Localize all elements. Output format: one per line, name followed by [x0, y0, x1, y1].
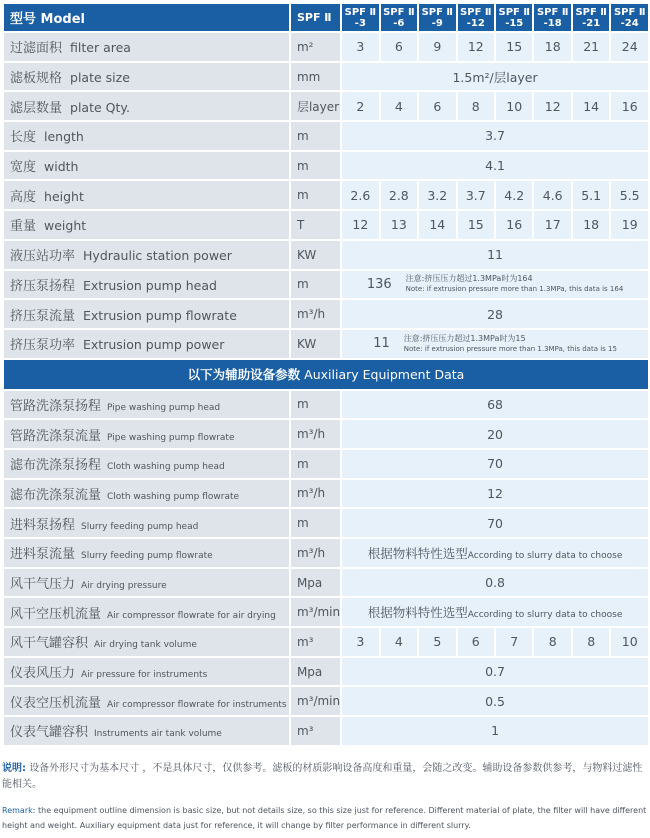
row-span-value: 0.8 [342, 569, 648, 597]
row-span-value [342, 271, 648, 299]
row-span-value [342, 330, 648, 358]
row-span-value: 70 [342, 450, 648, 478]
row-unit: m [291, 152, 340, 180]
row-label-cn: 仪表空压机流量 [10, 695, 102, 711]
header-model-size: -6 [393, 17, 405, 29]
row-unit: m³/h [291, 539, 340, 567]
row-span-value: 28 [342, 300, 648, 328]
table-row [4, 687, 648, 715]
row-value: 4 [381, 628, 417, 656]
row-value: 21 [573, 33, 609, 61]
table-row [4, 271, 648, 299]
header-model-cell [573, 4, 609, 31]
row-label [4, 241, 289, 269]
row-value: 15 [496, 33, 532, 61]
row-label-en: Extrusion pump head [83, 277, 217, 293]
table-row [4, 569, 648, 597]
row-span-value: 11 [342, 241, 648, 269]
row-label-en: Air drying pressure [81, 581, 167, 592]
row-label [4, 92, 289, 120]
row-unit: m³ [291, 717, 340, 745]
row-span-value: 0.7 [342, 658, 648, 686]
row-note [406, 274, 624, 294]
remark-cn-text: 设备外形尺寸为基本尺寸 ，不是具体尺寸，仅供参考。滤板的材质影响设备高度和重量，会随之改变。辅助设备参数供参考，与物料过滤性能相关。 [2, 763, 643, 790]
row-note-cn: 注意:挤压压力超过1.3MPa时为164 [405, 274, 533, 284]
row-span-value: 68 [342, 391, 648, 419]
row-label-cn: 仪表气罐容积 [10, 725, 89, 741]
row-label [4, 480, 289, 508]
header-unit-label: SPF Ⅱ [291, 4, 340, 31]
row-label [4, 300, 289, 328]
row-value: 5.5 [611, 181, 648, 209]
table-row [4, 300, 648, 328]
row-unit: Mpa [291, 658, 340, 686]
row-label-cn: 滤板规格 [10, 71, 63, 87]
row-value-number: 136 [366, 276, 392, 292]
row-value-en: According to slurry data to choose [467, 550, 623, 561]
row-value: 4.2 [496, 181, 532, 209]
row-label-en: plate size [70, 70, 130, 86]
row-label-en: Pipe washing pump flowrate [107, 432, 235, 443]
row-note-en: Note: if extrusion pressure more than 1.3MPa, this data is 164 [405, 285, 624, 294]
row-label [4, 628, 289, 656]
row-value: 13 [381, 211, 417, 239]
header-model-name: SPF Ⅱ [536, 6, 569, 18]
row-unit: m [291, 271, 340, 299]
row-unit: m³/min [291, 687, 340, 715]
row-label-cn: 风干气压力 [10, 577, 76, 593]
header-model-name: SPF Ⅱ [575, 6, 607, 18]
table-row [4, 717, 648, 745]
row-span-value: 3.7 [342, 122, 648, 150]
row-unit: KW [291, 330, 340, 358]
spec-table [2, 2, 650, 747]
row-value: 18 [573, 211, 609, 239]
row-label-en: Instruments air tank volume [94, 729, 222, 740]
remark-en-text: the equipment outline dimension is basic size, but not details size, so this size just for reference. Different material of plate, the filter will have different height and weight. Auxiliary equipment data just for reference, it will change by filter performance in different slurry. [2, 806, 647, 830]
row-label-cn: 滤布洗涤泵流量 [10, 487, 102, 503]
table-row [4, 598, 648, 626]
table-row [4, 92, 648, 120]
row-label-cn: 宽度 [10, 160, 37, 176]
row-value: 12 [534, 92, 570, 120]
row-value: 15 [458, 211, 494, 239]
row-unit: m² [291, 33, 340, 61]
row-value: 2 [342, 92, 378, 120]
section-title-cn: 以下为辅助设备参数 [187, 367, 301, 383]
row-label-cn: 滤布洗涤泵扬程 [10, 458, 102, 474]
row-value-cn: 根据物料特性选型 [367, 545, 468, 561]
row-value: 3 [342, 33, 378, 61]
row-label-cn: 挤压泵扬程 [10, 278, 76, 294]
header-model-cell [534, 4, 570, 31]
row-note-cn: 注意:挤压压力超过1.3MPa时为15 [403, 333, 526, 343]
row-label-en: weight [44, 218, 87, 234]
row-label-cn: 进料泵扬程 [10, 517, 76, 533]
row-value: 4 [381, 92, 417, 120]
row-label [4, 420, 289, 448]
row-value: 7 [496, 628, 532, 656]
table-row [4, 480, 648, 508]
section-row [4, 360, 648, 389]
row-label-cn: 过滤面积 [10, 41, 63, 57]
row-label [4, 450, 289, 478]
row-unit: m³/h [291, 420, 340, 448]
row-label [4, 687, 289, 715]
section-title-en: Auxiliary Equipment Data [304, 367, 465, 383]
row-label-cn: 挤压泵功率 [10, 338, 76, 354]
row-value: 9 [419, 33, 455, 61]
row-note-en: Note: if extrusion pressure more than 1.3MPa, this data is 15 [403, 344, 617, 353]
header-model-cell [419, 4, 455, 31]
row-span-value [342, 539, 648, 567]
row-value: 4.6 [534, 181, 570, 209]
row-label [4, 63, 289, 91]
row-label-en: width [44, 159, 79, 175]
row-label-en: Air compressor flowrate for instruments [107, 699, 287, 710]
table-row [4, 539, 648, 567]
row-label-cn: 挤压泵流量 [10, 308, 76, 324]
table-row [4, 391, 648, 419]
row-unit: m [291, 122, 340, 150]
header-model-size: -12 [466, 17, 485, 29]
row-mixed-value [368, 605, 623, 620]
row-value: 5.1 [573, 181, 609, 209]
row-label-en: Pipe washing pump head [107, 402, 221, 413]
row-unit: m [291, 450, 340, 478]
row-mixed-value [368, 546, 623, 561]
header-model-label: 型号 Model [4, 4, 289, 31]
row-unit: m [291, 509, 340, 537]
row-value: 2.8 [381, 181, 417, 209]
table-row [4, 330, 648, 358]
row-value: 8 [458, 92, 494, 120]
row-label-en: Air pressure for instruments [81, 670, 208, 681]
row-label-en: Air compressor flowrate for air drying [107, 610, 276, 621]
row-span-value [342, 598, 648, 626]
row-value: 14 [573, 92, 609, 120]
row-span-value: 0.5 [342, 687, 648, 715]
row-value: 3 [342, 628, 378, 656]
remark-en-label: Remark: [2, 806, 36, 815]
table-row [4, 33, 648, 61]
header-model-name: SPF Ⅱ [383, 6, 415, 18]
row-label [4, 122, 289, 150]
row-label [4, 152, 289, 180]
row-label-cn: 重量 [10, 219, 37, 235]
header-model-size: -21 [582, 17, 601, 29]
row-value: 6 [419, 92, 455, 120]
row-value: 10 [611, 628, 648, 656]
row-value: 8 [534, 628, 570, 656]
row-value: 12 [342, 211, 378, 239]
table-row [4, 658, 648, 686]
table-row [4, 152, 648, 180]
row-value: 16 [496, 211, 532, 239]
header-model-name: SPF Ⅱ [613, 6, 646, 18]
row-label-cn: 进料泵流量 [10, 547, 76, 563]
row-value: 10 [496, 92, 532, 120]
row-unit: m³/h [291, 480, 340, 508]
row-label-cn: 长度 [10, 130, 37, 146]
section-title [4, 360, 648, 389]
row-label-en: Air drying tank volume [94, 640, 197, 651]
table-row [4, 241, 648, 269]
row-label-cn: 高度 [10, 189, 37, 205]
row-note [404, 334, 617, 354]
row-value: 5 [419, 628, 455, 656]
table-row [4, 63, 648, 91]
header-model-name: SPF Ⅱ [498, 6, 530, 18]
header-model-size: -15 [505, 17, 524, 29]
header-model-name: SPF Ⅱ [421, 6, 454, 18]
row-span-value: 12 [342, 480, 648, 508]
table-row [4, 181, 648, 209]
row-label-en: Slurry feeding pump head [81, 521, 199, 532]
row-label [4, 717, 289, 745]
row-label-en: Cloth washing pump flowrate [107, 491, 240, 502]
row-label-en: Hydraulic station power [83, 248, 232, 264]
row-value: 6 [381, 33, 417, 61]
row-value: 19 [611, 211, 648, 239]
row-label-en: plate Qty. [70, 99, 130, 115]
header-model-cell [611, 4, 648, 31]
row-span-value: 4.1 [342, 152, 648, 180]
row-value: 16 [611, 92, 648, 120]
row-unit: m³/min [291, 598, 340, 626]
row-value: 14 [419, 211, 455, 239]
row-label [4, 598, 289, 626]
row-label [4, 391, 289, 419]
row-value: 24 [611, 33, 648, 61]
row-unit: 层layer [291, 92, 340, 120]
header-model-cell [496, 4, 532, 31]
row-label [4, 330, 289, 358]
row-value: 6 [458, 628, 494, 656]
header-model-name: SPF Ⅱ [460, 6, 492, 18]
table-row [4, 509, 648, 537]
row-unit: m [291, 181, 340, 209]
row-value: 17 [534, 211, 570, 239]
row-label-en: Extrusion pump flowrate [83, 307, 237, 323]
row-unit: m³ [291, 628, 340, 656]
row-label-cn: 液压站功率 [10, 249, 76, 265]
row-label [4, 569, 289, 597]
row-label-en: Slurry feeding pump flowrate [81, 551, 213, 562]
row-label-en: Extrusion pump power [83, 337, 225, 353]
row-label [4, 658, 289, 686]
header-model-size: -9 [431, 17, 443, 29]
header-model-size: -3 [354, 17, 366, 29]
header-model-cell [381, 4, 417, 31]
row-span-value: 1 [342, 717, 648, 745]
row-value: 3.7 [458, 181, 494, 209]
remark-cn [2, 761, 648, 793]
row-value: 3.2 [419, 181, 455, 209]
row-unit: T [291, 211, 340, 239]
row-unit: mm [291, 63, 340, 91]
table-row [4, 450, 648, 478]
row-label [4, 509, 289, 537]
table-row [4, 628, 648, 656]
header-row [4, 4, 648, 31]
row-label-cn: 风干空压机流量 [10, 606, 102, 622]
remark-cn-label: 说明: [2, 763, 26, 774]
row-unit: m³/h [291, 300, 340, 328]
header-model-size: -24 [620, 17, 639, 29]
row-label [4, 271, 289, 299]
row-label-en: height [44, 188, 84, 204]
row-label-cn: 仪表风压力 [10, 666, 76, 682]
row-value-en: According to slurry data to choose [467, 610, 623, 621]
row-span-value: 70 [342, 509, 648, 537]
row-unit: Mpa [291, 569, 340, 597]
row-label-en: filter area [70, 40, 131, 56]
table-row [4, 420, 648, 448]
row-span-value: 20 [342, 420, 648, 448]
row-label [4, 539, 289, 567]
row-label [4, 181, 289, 209]
header-model-cell [458, 4, 494, 31]
header-model-cell [342, 4, 378, 31]
remark-en [2, 803, 648, 833]
header-model-name: SPF Ⅱ [344, 6, 377, 18]
row-value-cn: 根据物料特性选型 [367, 605, 468, 621]
row-label [4, 33, 289, 61]
row-value: 8 [573, 628, 609, 656]
row-value-number: 11 [373, 336, 390, 352]
row-label-en: Cloth washing pump head [107, 462, 225, 473]
row-label-cn: 管路洗涤泵扬程 [10, 398, 102, 414]
row-label-cn: 管路洗涤泵流量 [10, 428, 102, 444]
row-unit: m [291, 391, 340, 419]
row-value: 12 [458, 33, 494, 61]
row-label-en: length [44, 129, 84, 145]
table-row [4, 122, 648, 150]
row-unit: KW [291, 241, 340, 269]
row-value: 2.6 [342, 181, 378, 209]
row-span-value: 1.5m²/层layer [342, 63, 648, 91]
table-row [4, 211, 648, 239]
header-model-size: -18 [543, 17, 562, 29]
row-value: 18 [534, 33, 570, 61]
row-label-cn: 滤层数量 [10, 100, 63, 116]
row-label-cn: 风干气罐容积 [10, 636, 89, 652]
row-label [4, 211, 289, 239]
